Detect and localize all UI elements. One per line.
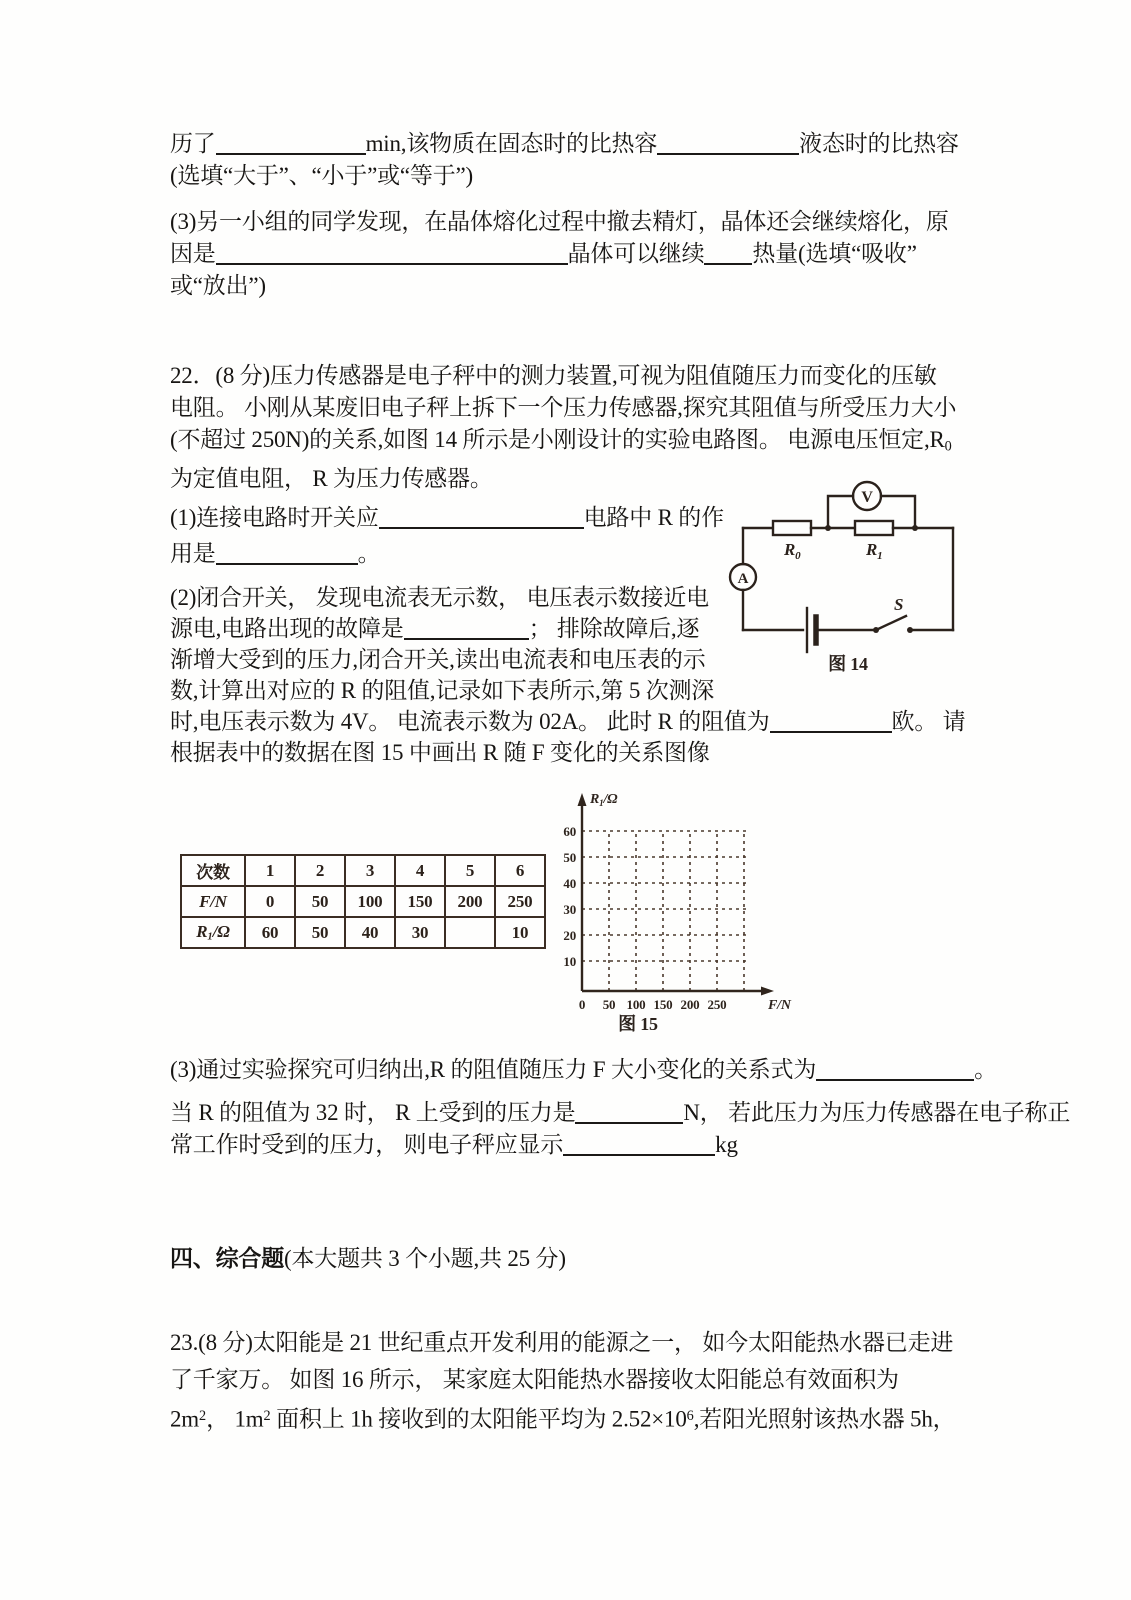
y-tick-10: 10 bbox=[563, 954, 576, 969]
q23-l3-sup3: 6 bbox=[686, 1408, 694, 1424]
voltmeter-label: V bbox=[861, 489, 873, 506]
switch-contact-left bbox=[873, 627, 879, 633]
table-row-force bbox=[181, 886, 545, 917]
table-cell: 3 bbox=[345, 855, 395, 886]
table-cell: 0 bbox=[245, 886, 295, 917]
table-cell: 2 bbox=[295, 855, 345, 886]
q22-p3-text2: 。 bbox=[974, 1057, 997, 1082]
x-tick-50: 50 bbox=[602, 997, 616, 1012]
q21-l4-text2: 晶体可以继续 bbox=[567, 241, 705, 266]
graph-figure-15 bbox=[538, 785, 794, 1035]
q22-part2-full-block bbox=[170, 706, 965, 768]
q22-p3-text1: (3)通过实验探究可归纳出,R 的阻值随压力 F 大小变化的关系式为 bbox=[170, 1057, 817, 1082]
table-cell: 60 bbox=[245, 917, 295, 948]
q22-p2-text2: ； 排除故障后,逐 bbox=[528, 616, 700, 641]
x-tick-250: 250 bbox=[707, 997, 727, 1012]
q21-l1-text1: 历了 bbox=[170, 131, 216, 156]
q22-part2-block bbox=[170, 582, 714, 706]
table-cell: 5 bbox=[445, 855, 495, 886]
figure14-caption: 图 14 bbox=[828, 654, 868, 674]
q22-blank-mass bbox=[563, 1131, 715, 1156]
table-cell: 10 bbox=[495, 917, 545, 948]
q22-part3-block bbox=[170, 1054, 1070, 1161]
q22-intro-line1: 22．(8 分)压力传感器是电子秤中的测力装置,可视为阻值随压力而变化的压敏 bbox=[170, 363, 937, 388]
junction-dot-left bbox=[825, 525, 831, 531]
y-tick-40: 40 bbox=[563, 876, 576, 891]
q22-p1-text2: 电路中 R 的作 bbox=[583, 505, 724, 530]
q22-p1-line2 bbox=[170, 536, 724, 572]
table-header-trial: 次数 bbox=[181, 855, 245, 886]
q23-l3-text3: 面积上 1h 接收到的太阳能平均为 2.52×10 bbox=[270, 1406, 687, 1432]
q22-p1-text1: (1)连接电路时开关应 bbox=[170, 505, 379, 530]
table-cell: 150 bbox=[395, 886, 445, 917]
table-cell: 30 bbox=[395, 917, 445, 948]
q22-p2-line6: 根据表中的数据在图 15 中画出 R 随 F 变化的关系图像 bbox=[170, 740, 710, 765]
circuit-figure-14 bbox=[710, 458, 1000, 678]
y-tick-60: 60 bbox=[563, 824, 576, 839]
y-tick-50: 50 bbox=[563, 850, 576, 865]
q22-p2-line2 bbox=[170, 613, 714, 644]
q23-line3 bbox=[170, 1398, 955, 1437]
table-cell: 200 bbox=[445, 886, 495, 917]
q21-block bbox=[170, 128, 959, 302]
table-cell: 250 bbox=[495, 886, 545, 917]
q22-p2-line4: 数,计算出对应的 R 的阻值,记录如下表所示,第 5 次测深 bbox=[170, 678, 715, 703]
q21-blank-absorb bbox=[704, 240, 752, 265]
x-tick-labels bbox=[579, 997, 727, 1012]
section4-subtitle: (本大题共 3 个小题,共 25 分) bbox=[284, 1246, 566, 1271]
q21-line1 bbox=[170, 128, 959, 160]
q21-l1-text2: min,该物质在固态时的比热容 bbox=[365, 131, 658, 156]
r1-label-sub: 1 bbox=[877, 550, 883, 562]
q23-block bbox=[170, 1324, 955, 1437]
r-header-main: R bbox=[196, 922, 208, 942]
y-axis-label-sub: 1 bbox=[599, 798, 604, 808]
q22-intro-l3-sub: 0 bbox=[944, 438, 952, 455]
resistor-r0 bbox=[773, 521, 811, 535]
grid-lines bbox=[582, 831, 746, 991]
q22-p4-line1 bbox=[170, 1097, 1070, 1129]
q22-p2-text4: 欧。 请 bbox=[891, 709, 966, 734]
table-cell: 4 bbox=[395, 855, 445, 886]
x-axis-label: F/N bbox=[768, 998, 791, 1013]
q22-p4-text1: 当 R 的阻值为 32 时， R 上受到的压力是 bbox=[170, 1100, 576, 1125]
table-header-force: F/N bbox=[181, 886, 245, 917]
q21-l4-text1: 因是 bbox=[170, 241, 216, 266]
q22-intro-line3 bbox=[170, 424, 956, 463]
q22-p1-line1 bbox=[170, 500, 724, 536]
table-cell: 40 bbox=[345, 917, 395, 948]
q22-p4-line2 bbox=[170, 1129, 1070, 1161]
q21-line3: (3)另一小组的同学发现，在晶体熔化过程中撤去精灯，晶体还会继续熔化，原 bbox=[170, 209, 949, 234]
q22-p2-text3: 时,电压表示数为 4V。 电流表示数为 02A。 此时 R 的阻值为 bbox=[170, 709, 770, 734]
x-tick-100: 100 bbox=[626, 997, 646, 1012]
q23-l3-sup2: 2 bbox=[263, 1408, 271, 1424]
r0-label-sub: 0 bbox=[795, 550, 801, 562]
y-axis-label bbox=[589, 792, 618, 808]
q21-l4-text3: 热量(选填“吸收” bbox=[752, 241, 917, 266]
q22-p2-line1: (2)闭合开关， 发现电流表无示数， 电压表示数接近电 bbox=[170, 585, 709, 610]
x-tick-200: 200 bbox=[680, 997, 700, 1012]
q21-blank-compare bbox=[657, 130, 799, 155]
section4-title: 四、综合题 bbox=[170, 1246, 285, 1271]
q23-l3-sup1: 2 bbox=[199, 1408, 207, 1424]
q23-line2: 了千家万。 如图 16 所示， 某家庭太阳能热水器接收太阳能总有效面积为 bbox=[170, 1367, 899, 1392]
table-row-resistance bbox=[181, 917, 545, 948]
table-cell-empty bbox=[445, 917, 495, 948]
q22-intro-l3-text: (不超过 250N)的关系,如图 14 所示是小刚设计的实验电路图。 电源电压恒定,R bbox=[170, 427, 945, 452]
r0-label-main: R bbox=[784, 540, 796, 559]
switch-label: S bbox=[894, 595, 904, 614]
r0-label bbox=[783, 540, 801, 562]
q22-blank-force bbox=[575, 1099, 683, 1124]
x-tick-0: 0 bbox=[578, 997, 586, 1012]
q22-p4-text4: kg bbox=[715, 1132, 738, 1157]
table-row-trials bbox=[181, 855, 545, 886]
y-axis-arrow bbox=[578, 793, 587, 806]
voltmeter-wire-left bbox=[828, 496, 853, 528]
q21-line4 bbox=[170, 238, 959, 270]
q22-part1-block bbox=[170, 500, 724, 572]
q21-blank-reason bbox=[216, 240, 568, 265]
q22-intro-line2: 电阻。 小刚从某废旧电子秤上拆下一个压力传感器,探究其阻值与所受压力大小 bbox=[170, 395, 957, 420]
junction-dot-right bbox=[912, 525, 918, 531]
table-cell: 1 bbox=[245, 855, 295, 886]
table-header-resistance bbox=[181, 917, 245, 948]
y-tick-labels bbox=[563, 824, 576, 969]
table-cell: 50 bbox=[295, 886, 345, 917]
q22-p2-text1: 源电,电路出现的故障是 bbox=[170, 616, 404, 641]
q22-blank-formula bbox=[816, 1056, 974, 1081]
r1-label bbox=[865, 540, 882, 562]
q22-p4-text3: 常工作时受到的压力， 则电子秤应显示 bbox=[170, 1132, 564, 1157]
r-header-sub: 1 bbox=[207, 931, 213, 943]
q22-p4-text2: N， 若此压力为压力传感器在电子称正 bbox=[683, 1100, 1071, 1125]
q22-blank-switch bbox=[379, 504, 584, 529]
x-tick-150: 150 bbox=[653, 997, 673, 1012]
q22-blank-resistance bbox=[770, 708, 892, 733]
r-header-unit: /Ω bbox=[212, 922, 230, 942]
y-axis-label-main: R bbox=[590, 792, 600, 807]
switch-contact-right bbox=[907, 627, 913, 633]
measurement-table bbox=[180, 854, 546, 949]
q22-p1-text3: 用是 bbox=[170, 541, 216, 566]
switch-blade bbox=[876, 616, 906, 630]
table-cell: 6 bbox=[495, 855, 545, 886]
q22-blank-fault bbox=[404, 615, 529, 640]
q21-line2: (选填“大于”、“小于”或“等于”) bbox=[170, 163, 473, 188]
q23-l3-text2: ， 1m bbox=[206, 1406, 264, 1432]
table-cell: 50 bbox=[295, 917, 345, 948]
y-axis-label-unit: /Ω bbox=[603, 792, 618, 807]
q23-line1: 23.(8 分)太阳能是 21 世纪重点开发利用的能源之一， 如今太阳能热水器已走进 bbox=[170, 1330, 954, 1355]
y-tick-30: 30 bbox=[563, 902, 576, 917]
r1-label-main: R bbox=[866, 540, 878, 559]
ammeter-label: A bbox=[737, 571, 749, 587]
q22-intro-line4: 为定值电阻， R 为压力传感器。 bbox=[170, 465, 493, 491]
q22-p3-line1 bbox=[170, 1054, 1070, 1086]
table-cell: 100 bbox=[345, 886, 395, 917]
resistor-r1 bbox=[855, 521, 893, 535]
q21-l1-text3: 液态时的比热容 bbox=[799, 131, 959, 156]
x-axis-arrow bbox=[761, 987, 774, 996]
q22-p2-line3: 渐增大受到的压力,闭合开关,读出电流表和电压表的示 bbox=[170, 647, 706, 672]
q23-l3-text1: 2m bbox=[170, 1406, 199, 1432]
q22-p2-line5 bbox=[170, 706, 965, 737]
q22-blank-r-role bbox=[216, 540, 358, 565]
section4-heading bbox=[170, 1240, 566, 1273]
figure15-caption: 图 15 bbox=[618, 1014, 658, 1034]
y-tick-20: 20 bbox=[563, 928, 576, 943]
q23-l3-text4: ,若阳光照射该热水器 5h， bbox=[693, 1406, 956, 1432]
q21-line5: 或“放出”) bbox=[170, 273, 266, 298]
q22-p1-text4: 。 bbox=[357, 541, 381, 566]
q21-blank-minutes bbox=[216, 130, 366, 155]
